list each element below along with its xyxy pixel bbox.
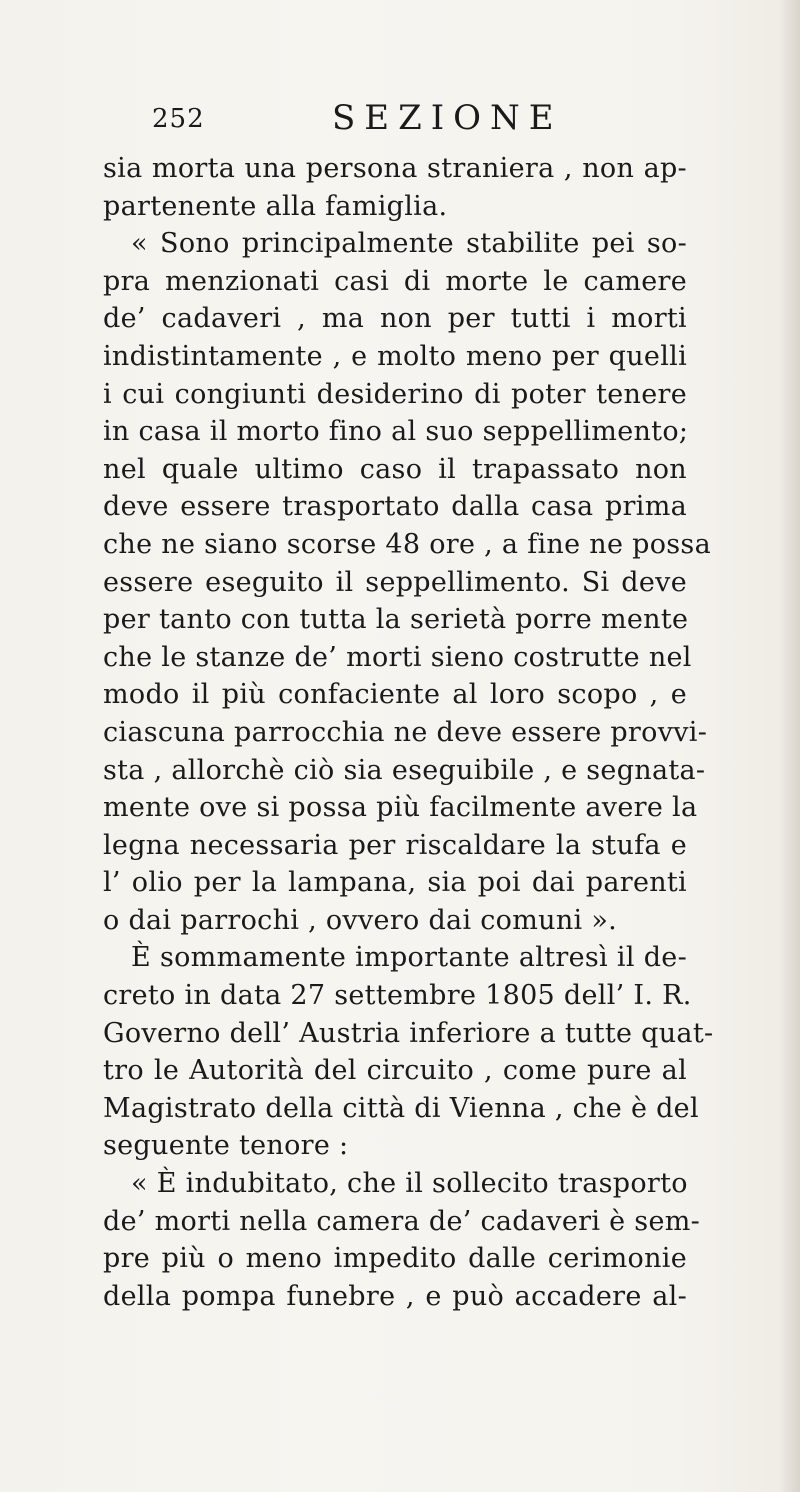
text-line: Magistrato della città di Vienna , che è del: [103, 1092, 699, 1124]
text-line: partenente alla famiglia.: [103, 190, 448, 222]
page-edge-shadow: [778, 0, 800, 1492]
text-line: sia morta una persona straniera , non ap-: [103, 153, 687, 184]
text-line: Governo dell’ Austria inferiore a tutte quat-: [103, 1017, 714, 1049]
text-line: pre più o meno impedito dalle cerimonie: [103, 1243, 687, 1275]
text-line: seguente tenore :: [103, 1130, 349, 1162]
text-line: per tanto con tutta la serietà porre mente: [103, 604, 689, 636]
text-line: della pompa funebre , e può accadere al-: [103, 1280, 687, 1312]
text-line: È sommamente importante altresì il de-: [131, 942, 687, 974]
text-line: che le stanze de’ morti sieno costrutte nel: [103, 641, 692, 673]
text-line: essere eseguito il seppellimento. Si deve: [103, 566, 687, 598]
running-head: SEZIONE: [332, 98, 563, 138]
text-line: mente ove si possa più facilmente avere la: [103, 792, 698, 824]
text-line: de’ cadaveri , ma non per tutti i morti: [103, 303, 687, 335]
text-line: modo il più confaciente al loro scopo , e: [103, 679, 687, 711]
text-line: nel quale ultimo caso il trapassato non: [103, 453, 687, 485]
text-line: in casa il morto fino al suo seppellimento;: [103, 416, 689, 448]
text-line: ciascuna parrocchia ne deve essere provvi-: [103, 716, 708, 748]
text-line: indistintamente , e molto meno per quelli: [103, 340, 687, 372]
text-line: « Sono principalmente stabilite pei so-: [131, 228, 687, 260]
text-line: de’ morti nella camera de’ cadaveri è sem-: [103, 1205, 701, 1237]
body-text: [103, 150, 714, 1315]
text-line: « È indubitato, che il sollecito trasporto: [131, 1168, 688, 1200]
text-line: che ne siano scorse 48 ore , a fine ne possa: [103, 528, 711, 560]
text-line: sta , allorchè ciò sia eseguibile , e segnata-: [103, 754, 706, 786]
text-line: tro le Autorità del circuito , come pure al: [103, 1055, 687, 1087]
text-line: pra menzionati casi di morte le camere: [103, 265, 687, 297]
page-header: [152, 98, 652, 138]
text-line: creto in data 27 settembre 1805 dell’ I. R.: [103, 980, 692, 1012]
text-line: o dai parrochi , ovvero dai comuni ».: [103, 904, 618, 936]
page-number: 252: [152, 104, 205, 134]
text-line: deve essere trasportato dalla casa prima: [103, 491, 687, 523]
text-line: i cui congiunti desiderino di poter tenere: [103, 378, 687, 410]
text-line: l’ olio per la lampana, sia poi dai parenti: [103, 867, 687, 899]
text-line: legna necessaria per riscaldare la stufa e: [103, 829, 687, 861]
